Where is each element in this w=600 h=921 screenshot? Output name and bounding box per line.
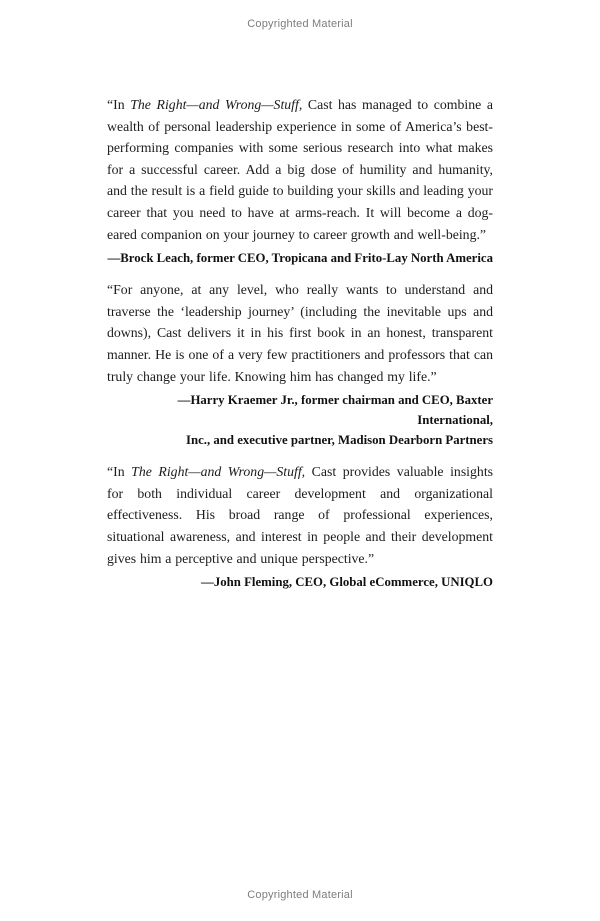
quote-text-segment: Cast provides valuable insights for both individual career development and organizational effectiveness. His broad range of professional experiences, situational awareness, and interest in people and their development gives him a perceptive and unique perspective.” — [107, 464, 494, 566]
attribution-line: —Brock Leach, former CEO, Tropicana and Frito-Lay North America — [107, 251, 493, 266]
endorsement-quote — [107, 94, 493, 245]
endorsement-quote — [107, 461, 493, 569]
endorsement-attribution — [107, 390, 493, 450]
attribution-line: Inc., and executive partner, Madison Dearborn Partners — [186, 433, 493, 448]
quote-text-segment: Cast has managed to combine a wealth of personal leadership experience in some of America’s best-performing companies with some serious research into what makes for a successful career. Add a big dose of humility and humanity, and the result is a field guide to building your skills and leading your career that you need to have at arms-reach. It will become a dog-eared companion on your journey to career growth and well-being.” — [107, 97, 494, 242]
attribution-line: —Harry Kraemer Jr., former chairman and CEO, Baxter International, — [177, 393, 493, 428]
endorsement-attribution — [107, 248, 493, 268]
endorsements-section — [107, 94, 493, 603]
quote-text-segment: “For anyone, at any level, who really wants to understand and traverse the ‘leadership journey’ (including the inevitable ups and downs), Cast delivers it in his first book in an honest, transparent manner. He is one of a very few practitioners and professors that can truly change your life. Knowing him has changed my life.” — [107, 282, 493, 384]
endorsement-blurb-1 — [107, 94, 493, 268]
book-title-italic: The Right—and Wrong—Stuff, — [131, 464, 306, 480]
endorsement-quote — [107, 279, 493, 387]
copyright-notice-top: Copyrighted Material — [247, 18, 353, 30]
quote-text-segment: “In — [107, 97, 131, 112]
endorsement-blurb-3 — [107, 461, 493, 592]
endorsement-blurb-2 — [107, 279, 493, 450]
quote-text-segment: “In — [107, 464, 132, 480]
endorsement-attribution — [107, 572, 493, 592]
copyright-notice-bottom: Copyrighted Material — [247, 889, 353, 901]
attribution-line: —John Fleming, CEO, Global eCommerce, UNIQLO — [201, 575, 493, 590]
book-title-italic: The Right—and Wrong—Stuff, — [130, 97, 303, 112]
